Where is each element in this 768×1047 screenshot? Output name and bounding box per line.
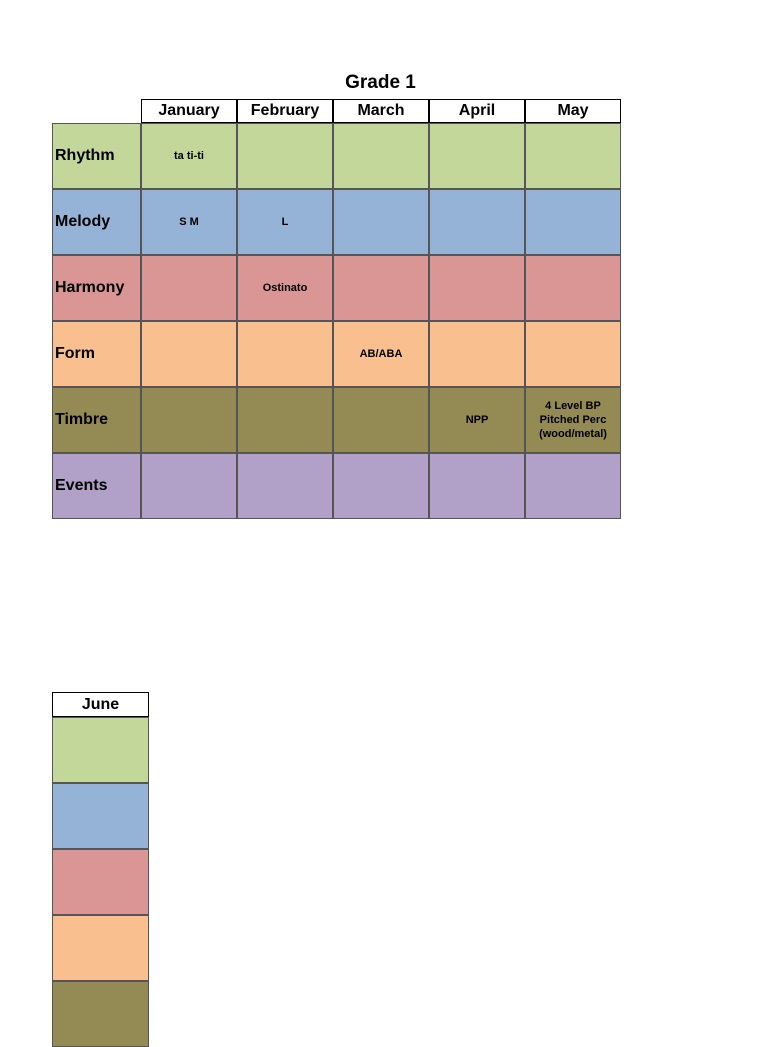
cell-form-february: [237, 321, 333, 387]
cell-rhythm-may: [525, 123, 621, 189]
month-header-april: April: [429, 99, 525, 123]
month-header-march: March: [333, 99, 429, 123]
row-label-timbre: Timbre: [52, 387, 141, 453]
month-header-january: January: [141, 99, 237, 123]
cell-timbre-may: 4 Level BP Pitched Perc (wood/metal): [525, 387, 621, 453]
cell-rhythm-april: [429, 123, 525, 189]
row-label-melody: Melody: [52, 189, 141, 255]
cell-rhythm-march: [333, 123, 429, 189]
cell-events-april: [429, 453, 525, 519]
june-header: June: [52, 692, 149, 717]
cell-timbre-january: [141, 387, 237, 453]
cell-harmony-may: [525, 255, 621, 321]
cell-form-april: [429, 321, 525, 387]
row-label-form: Form: [52, 321, 141, 387]
row-label-rhythm: Rhythm: [52, 123, 141, 189]
june-cell: [52, 717, 149, 783]
june-cell: [52, 915, 149, 981]
row-label-events: Events: [52, 453, 141, 519]
cell-events-march: [333, 453, 429, 519]
cell-rhythm-february: [237, 123, 333, 189]
cell-timbre-february: [237, 387, 333, 453]
cell-melody-march: [333, 189, 429, 255]
month-header-may: May: [525, 99, 621, 123]
cell-events-may: [525, 453, 621, 519]
row-label-harmony: Harmony: [52, 255, 141, 321]
cell-melody-january: S M: [141, 189, 237, 255]
cell-timbre-march: [333, 387, 429, 453]
cell-harmony-march: [333, 255, 429, 321]
cell-melody-february: L: [237, 189, 333, 255]
cell-melody-april: [429, 189, 525, 255]
june-cell: [52, 849, 149, 915]
cell-melody-may: [525, 189, 621, 255]
page-title: Grade 1: [345, 72, 416, 93]
cell-harmony-april: [429, 255, 525, 321]
june-cell: [52, 981, 149, 1047]
cell-form-may: [525, 321, 621, 387]
cell-timbre-april: NPP: [429, 387, 525, 453]
cell-events-january: [141, 453, 237, 519]
month-header-february: February: [237, 99, 333, 123]
june-cell: [52, 783, 149, 849]
cell-form-march: AB/ABA: [333, 321, 429, 387]
cell-rhythm-january: ta ti-ti: [141, 123, 237, 189]
cell-harmony-february: Ostinato: [237, 255, 333, 321]
cell-harmony-january: [141, 255, 237, 321]
cell-events-february: [237, 453, 333, 519]
cell-form-january: [141, 321, 237, 387]
